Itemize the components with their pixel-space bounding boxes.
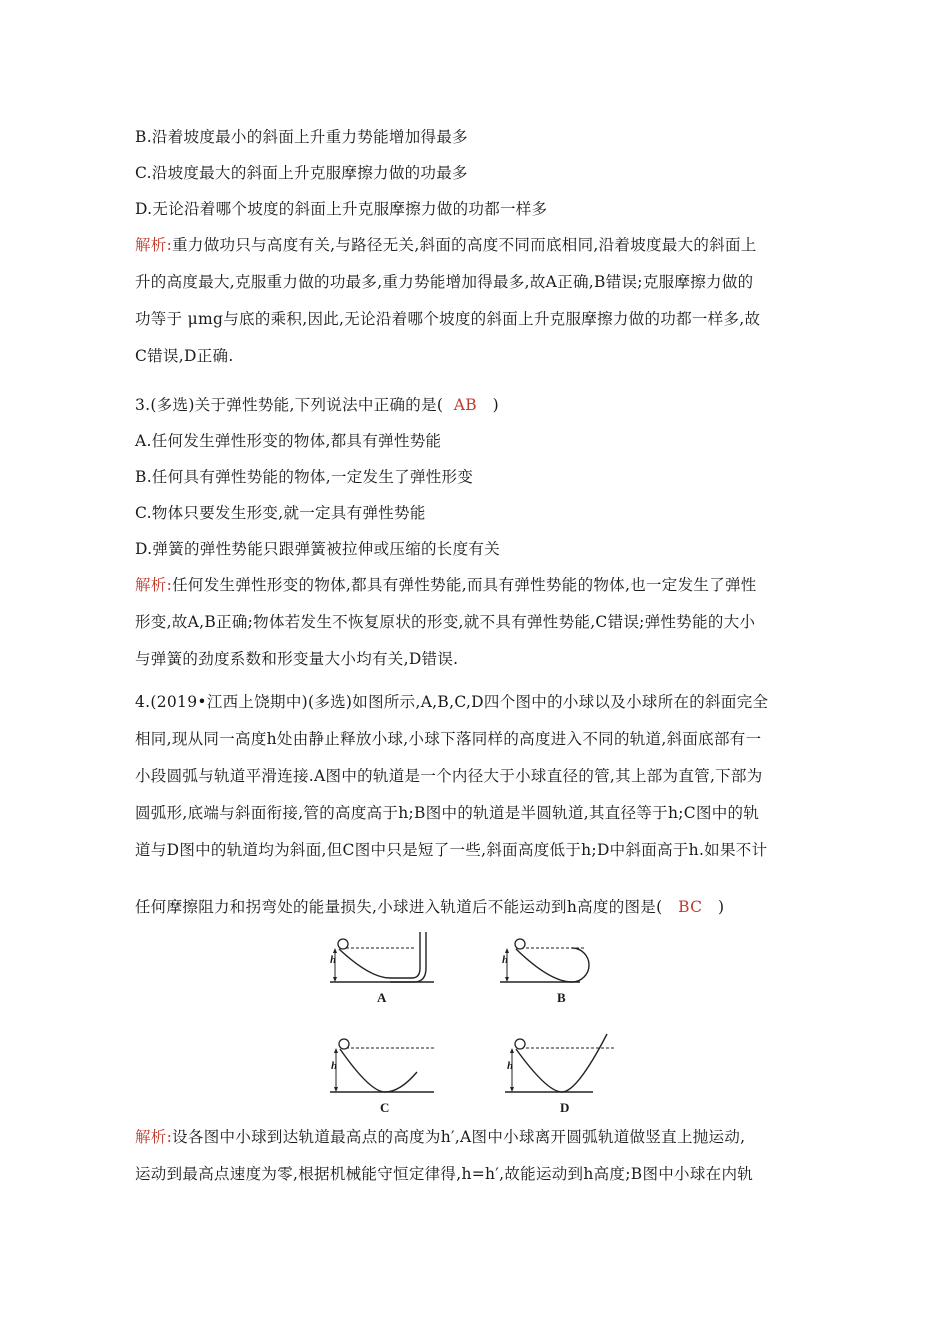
q3-stem: 3.(多选)关于弹性势能,下列说法中正确的是( AB ) bbox=[135, 396, 499, 414]
analysis-label: 解析: bbox=[135, 576, 173, 594]
q3-option-b: B.任何具有弹性势能的物体,一定发生了弹性形变 bbox=[135, 468, 474, 486]
q2-option-b: B.沿着坡度最小的斜面上升重力势能增加得最多 bbox=[135, 128, 468, 146]
height-label: h bbox=[331, 1060, 338, 1072]
q4-analysis-line-2: 运动到最高点速度为零,根据机械能守恒定律得,h=h′,故能运动到h高度;B图中小球在内轨 bbox=[135, 1165, 754, 1183]
figure-a-label: A bbox=[377, 990, 387, 1005]
q4-stem-line-2: 相同,现从同一高度h处由静止释放小球,小球下落同样的高度进入不同的轨道,斜面底部有一 bbox=[135, 730, 762, 748]
q4-stem-line-6: 任何摩擦阻力和拐弯处的能量损失,小球进入轨道后不能运动到h高度的图是( BC ) bbox=[135, 898, 725, 916]
q4-stem-line-4: 圆弧形,底端与斜面衔接,管的高度高于h;B图中的轨道是半圆轨道,其直径等于h;C图中的轨 bbox=[135, 804, 760, 822]
q2-analysis-line-2: 升的高度最大,克服重力做的功最多,重力势能增加得最多,故A正确,B错误;克服摩擦力做的 bbox=[135, 273, 754, 291]
figure-d bbox=[505, 1040, 625, 1120]
q2-analysis-line-3: 功等于 μmg与底的乘积,因此,无论沿着哪个坡度的斜面上升克服摩擦力做的功都一样多,故 bbox=[135, 310, 761, 328]
analysis-label: 解析: bbox=[135, 1128, 173, 1146]
q3-analysis-line-3: 与弹簧的劲度系数和形变量大小均有关,D错误. bbox=[135, 650, 459, 668]
q2-analysis-line-4: C错误,D正确. bbox=[135, 347, 234, 365]
q2-analysis-line-1: 解析:重力做功只与高度有关,与路径无关,斜面的高度不同而底相同,沿着坡度最大的斜面上 bbox=[135, 236, 757, 254]
height-label: h bbox=[330, 954, 337, 966]
q3-answer: AB bbox=[453, 396, 477, 414]
q4-analysis-line-1: 解析:设各图中小球到达轨道最高点的高度为h′,A图中小球离开圆弧轨道做竖直上抛运动, bbox=[135, 1128, 746, 1146]
figure-a bbox=[330, 930, 440, 1010]
q3-analysis-line-2: 形变,故A,B正确;物体若发生不恢复原状的形变,就不具有弹性势能,C错误;弹性势能的大小 bbox=[135, 613, 756, 631]
figure-b-label: B bbox=[557, 990, 566, 1005]
q3-analysis-line-1: 解析:任何发生弹性形变的物体,都具有弹性势能,而具有弹性势能的物体,也一定发生了弹性 bbox=[135, 576, 757, 594]
q3-option-c: C.物体只要发生形变,就一定具有弹性势能 bbox=[135, 504, 426, 522]
figure-c bbox=[330, 1040, 450, 1120]
q4-answer: BC bbox=[678, 898, 703, 916]
q3-option-a: A.任何发生弹性形变的物体,都具有弹性势能 bbox=[135, 432, 442, 450]
q3-option-d: D.弹簧的弹性势能只跟弹簧被拉伸或压缩的长度有关 bbox=[135, 540, 501, 558]
q2-option-c: C.沿坡度最大的斜面上升克服摩擦力做的功最多 bbox=[135, 164, 468, 182]
q4-stem-line-5: 道与D图中的轨道均为斜面,但C图中只是短了一些,斜面高度低于h;D中斜面高于h.如果不计 bbox=[135, 841, 768, 859]
q4-stem-line-3: 小段圆弧与轨道平滑连接.A图中的轨道是一个内径大于小球直径的管,其上部为直管,下部为 bbox=[135, 767, 763, 785]
figure-c-label: C bbox=[380, 1100, 390, 1115]
figure-b bbox=[500, 930, 620, 1010]
q2-option-d: D.无论沿着哪个坡度的斜面上升克服摩擦力做的功都一样多 bbox=[135, 200, 548, 218]
height-label: h bbox=[502, 954, 509, 966]
analysis-label: 解析: bbox=[135, 236, 173, 254]
figure-c-drawing bbox=[330, 1040, 450, 1120]
figure-d-label: D bbox=[560, 1100, 570, 1115]
height-label: h bbox=[507, 1060, 514, 1072]
q4-stem-line-1: 4.(2019•江西上饶期中)(多选)如图所示,A,B,C,D四个图中的小球以及小球所在的斜面完全 bbox=[135, 693, 769, 711]
